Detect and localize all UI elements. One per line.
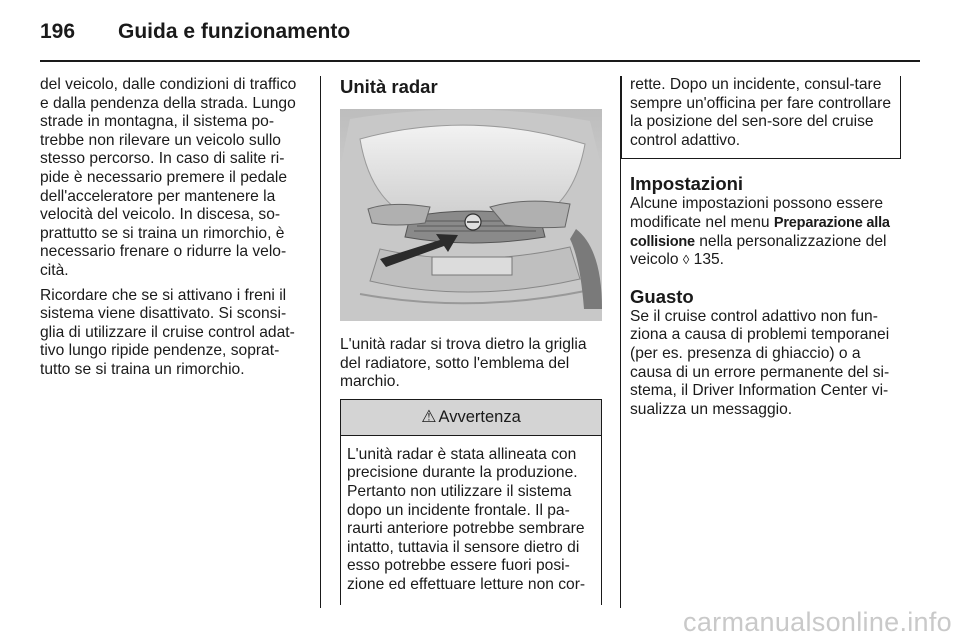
photo-caption: L'unità radar si trova dietro la griglia del radiatore, sotto l'emblema del marchio. [340,336,587,391]
column-middle [340,76,604,605]
warning-box [340,399,602,605]
watermark: carmanualsonline.info [683,607,952,637]
fault-paragraph: Se il cruise control adattivo non fun-ziona a causa di problemi temporanei (per es. presenza di ghiaccio) o a causa di un errore permanente del si-stema, il Driver Information Center vi-sualizza un messaggio. [630,307,890,418]
warning-title: Avvertenza [438,407,521,426]
section-title-radar: Unità radar [340,76,438,97]
warning-text: L'unità radar è stata allineata con precisione durante la produzione. Pertanto non utilizzare il sistema dopo un incidente frontale. Il pa-raurti anteriore potrebbe sembrare intatto, tuttavia il sensore dietro di esso potrebbe essere fuori posi-zione ed effettuare letture non cor- [347,445,586,593]
page-header [40,20,350,46]
warning-header [341,400,601,436]
radar-location-photo [340,109,602,321]
right-column-content [621,173,901,419]
warning-triangle-icon: ⚠ [421,406,437,426]
column-right [621,76,901,425]
settings-paragraph [630,195,901,269]
settings-text-before: Alcune impostazioni possono essere modificate nel menu [630,195,884,231]
section-title-fault: Guasto [630,285,694,307]
page-reference-icon: ◊ [682,252,690,268]
car-front-illustration [340,109,602,321]
warning-box-continued [621,76,901,159]
paragraph-brakes: Ricordare che se si attivano i freni il sistema viene disattivato. Si sconsi-glia di utilizzare il cruise control adat-tivo lungo ripide pendenze, soprat-tutto se si traina un rimorchio. [40,286,295,378]
column-left [40,76,308,386]
page-number: 196 [40,20,76,43]
warning-text-continued: rette. Dopo un incidente, consul-tare sempre un'officina per fare controllare la posizione del sen-sore del cruise control adattivo. [630,76,891,149]
header-rule [40,60,920,62]
section-title-settings: Impostazioni [630,173,744,195]
paragraph-conditions: del veicolo, dalle condizioni di traffico e dalla pendenza della strada. Lungo strade in montagna, il sistema po-trebbe non rilevare un veicolo sullo stesso percorso. In caso di salite ri-pide è necessario premere il pedale dell'acceleratore per mantenere la velocità del veicolo. In discesa, so-prattutto se si traina un rimorchio, è necessario frenare o ridurre la velo-cità. [40,76,297,279]
settings-text-after: nella personalizzazione del veicolo [630,232,887,269]
column-divider-left [320,76,321,608]
chapter-title: Guida e funzionamento [118,20,351,43]
page-reference-number: 135. [689,251,724,269]
menu-name-collision-prep: Preparazione alla collisione [630,214,890,250]
